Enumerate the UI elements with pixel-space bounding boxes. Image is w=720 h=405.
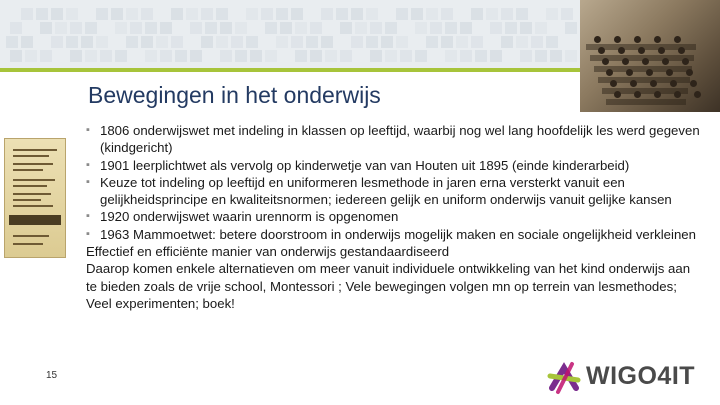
- bullet-marker: ▪: [86, 227, 90, 240]
- bullet-marker: ▪: [86, 210, 90, 223]
- slide-title: Bewegingen in het onderwijs: [88, 82, 381, 108]
- body-paragraph: Effectief en efficiënte manier van onderwijs gestandaardiseerd: [86, 244, 450, 260]
- bullet-text: 1963 Mammoetwet: betere doorstroom in onderwijs mogelijk maken en sociale ongelijkheid verkleinen: [100, 226, 696, 242]
- bullet-item: [86, 122, 700, 157]
- slide-body: [86, 122, 700, 312]
- book-cover-image: [4, 138, 66, 258]
- logo-mark-icon: [544, 358, 584, 398]
- bullet-marker: ▪: [86, 124, 90, 136]
- bullet-marker: ▪: [86, 158, 90, 171]
- body-paragraph: Daarop komen enkele alternatieven om meer vanuit individuele ontwikkeling van het kind onderwijs aan te bieden zoals de vrije school, Montessori ; Vele bewegingen volgen mn op terrein van lesmethodes; Veel experimenten; boek!: [86, 261, 691, 311]
- bullet-list: [86, 122, 700, 243]
- bullet-item: [86, 157, 700, 174]
- bullet-item: [86, 226, 700, 243]
- bullet-text: 1901 leerplichtwet als vervolg op kinderwetje van van Houten uit 1895 (einde kinderarbeid): [100, 157, 630, 173]
- bullet-text: Keuze tot indeling op leeftijd en uniformeren lesmethode in jaren erna versterkt vanuit een gelijkheidsprincipe en kwaliteitsnormen; iedereen gelijk en uniform onderwijs vanuit gelijke kansen: [100, 174, 672, 208]
- classroom-photo: [580, 0, 720, 112]
- bullet-item: [86, 174, 700, 209]
- page-number: 15: [46, 370, 58, 381]
- decorative-squares: [6, 8, 566, 64]
- bullet-marker: ▪: [86, 175, 90, 188]
- bullet-text: 1920 onderwijswet waarin urennorm is opgenomen: [100, 209, 399, 225]
- logo-text: WIGO4IT: [586, 362, 696, 390]
- bullet-text: 1806 onderwijswet met indeling in klassen op leeftijd, waarbij nog wel lang hoofdelijk les werd gegeven (kindgericht): [100, 123, 700, 156]
- bullet-item: [86, 208, 700, 225]
- wigo4it-logo: [544, 358, 714, 398]
- accent-rule: [0, 68, 580, 72]
